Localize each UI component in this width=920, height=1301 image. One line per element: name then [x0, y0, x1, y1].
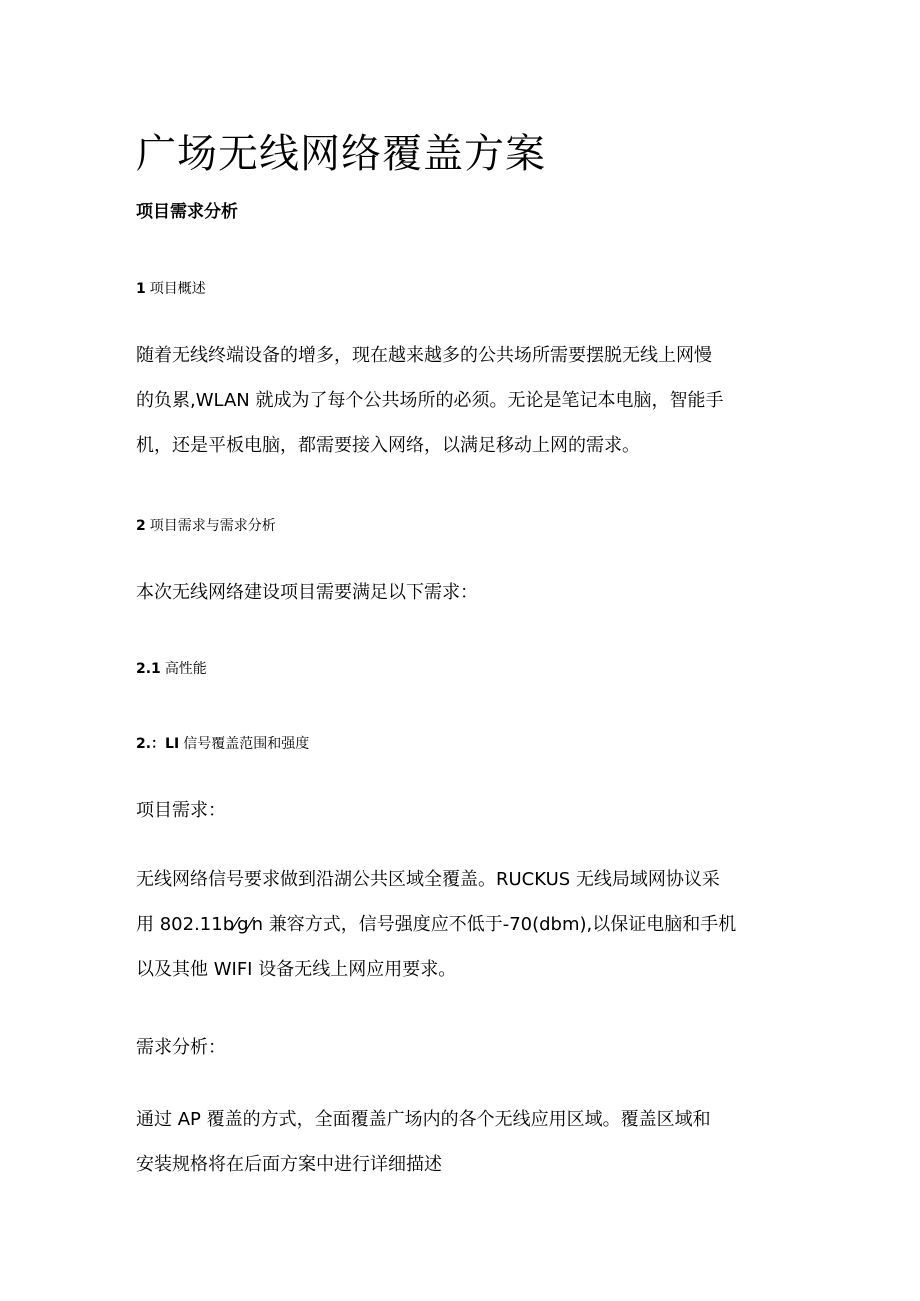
paragraph-line: 用 802.11b⁄g⁄n 兼容方式，信号强度应不低于-70(dbm),以保证电脑和手机: [136, 914, 737, 935]
paragraph-line: 机，还是平板电脑，都需要接入网络，以满足移动上网的需求。: [136, 435, 640, 456]
paragraph-line: 通过 AP 覆盖的方式，全面覆盖广场内的各个无线应用区域。覆盖区域和: [136, 1109, 711, 1130]
heading-text: 信号覆盖范围和强度: [183, 736, 310, 752]
paragraph-line: 安装规格将在后面方案中进行详细描述: [136, 1154, 442, 1175]
heading-number: 2: [136, 518, 146, 534]
heading-high-performance: [136, 658, 207, 680]
paragraph-line: 随着无线终端设备的增多，现在越来越多的公共场所需要摆脱无线上网慢: [136, 345, 712, 366]
paragraph-need: [136, 857, 796, 992]
paragraph-line: 的负累,WLAN 就成为了每个公共场所的必须。无论是笔记本电脑，智能手: [136, 390, 724, 411]
document-title: 广场无线网络覆盖方案: [136, 131, 546, 177]
paragraph-line: 项目需求：: [136, 800, 226, 821]
heading-number: 2.1: [136, 661, 161, 677]
paragraph-line: 需求分析：: [136, 1037, 226, 1058]
section-heading-requirements-analysis: 项目需求分析: [136, 202, 238, 222]
paragraph-requirements-intro: [136, 570, 796, 615]
paragraph-line: 以及其他 WIFI 设备无线上网应用要求。: [136, 959, 457, 980]
paragraph-line: 无线网络信号要求做到沿湖公共区域全覆盖。RUCKUS 无线局域网协议采: [136, 869, 720, 890]
paragraph-analysis: [136, 1097, 796, 1187]
heading-number: 1: [136, 281, 146, 297]
heading-signal-coverage: [136, 733, 309, 755]
paragraph-overview: [136, 333, 796, 468]
heading-text: 项目概述: [149, 281, 206, 297]
paragraph-need-label: [136, 788, 796, 833]
heading-requirements: [136, 515, 276, 537]
heading-text: 项目需求与需求分析: [149, 518, 276, 534]
heading-project-overview: [136, 278, 206, 300]
paragraph-line: 本次无线网络建设项目需要满足以下需求：: [136, 582, 478, 603]
heading-number: 2.：LI: [136, 736, 180, 752]
paragraph-analysis-label: [136, 1025, 796, 1070]
heading-text: 高性能: [164, 661, 207, 677]
